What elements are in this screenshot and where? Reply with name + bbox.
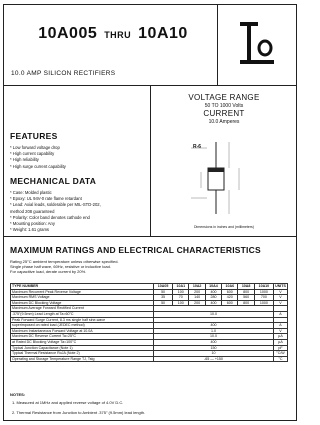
value-cell: 400 [205, 289, 221, 295]
param-cell: superimposed on rated load (JEDEC method) [11, 323, 154, 329]
current-value: 10.0 Amperes [208, 119, 240, 125]
voltage-range-value: 50 TO 1000 Volts [204, 103, 244, 109]
column-header: 10A4 [205, 284, 221, 290]
package-outline-drawing [181, 138, 291, 216]
param-cell: Typical Thermal Resistance RoJA (Note 2) [11, 351, 154, 357]
features-list [10, 145, 66, 170]
note-item: 2. Thermal Resistance from Junction to Ambient .375" (9.5mm) lead length. [12, 410, 146, 415]
column-header: 10A05 [154, 284, 173, 290]
mechanical-item: * Mounting position: Any [10, 221, 55, 227]
value-cell: 1000 [254, 300, 273, 306]
column-header: TYPE NUMBER [11, 284, 154, 290]
rating-note: For capacitive load, derate current by 20%. [10, 269, 87, 274]
rating-note: Single phase half wave, 60Hz, resistive or inductive load. [10, 264, 111, 269]
dimensions-note: Dimensions in inches and (millimeters) [194, 225, 254, 229]
part-from: 10A005 [38, 25, 98, 42]
ratings-table [10, 283, 288, 362]
unit-cell: V [274, 295, 288, 301]
value-cell: 70 [173, 295, 189, 301]
column-header: 10A8 [238, 284, 254, 290]
param-cell: Maximum DC Reverse Current Ta=25°C [11, 334, 154, 340]
column-header: 10A10 [254, 284, 273, 290]
voltage-range-box [150, 86, 297, 236]
unit-cell: V [274, 328, 288, 334]
value-cell: 400 [154, 323, 274, 329]
value-cell: 420 [222, 295, 238, 301]
voltage-range-title: VOLTAGE RANGE [188, 93, 260, 102]
mechanical-heading: MECHANICAL DATA [10, 176, 97, 186]
value-cell: 400 [205, 300, 221, 306]
param-cell: Peak Forward Surge Current, 8.3 ms single half sine-wave [11, 317, 154, 323]
param-cell: Operating and Storage Temperature Range TJ, Tstg [11, 356, 154, 362]
column-header: 10A1 [173, 284, 189, 290]
feature-item: * High reliability [10, 157, 39, 163]
section-divider [3, 236, 297, 237]
value-cell: 50 [154, 300, 173, 306]
package-label: R-6 [193, 144, 202, 150]
unit-cell: µA [274, 339, 288, 345]
rating-note: Rating 25°C ambient temperature unless otherwise specified. [10, 259, 119, 264]
feature-item: * High surge current capability [10, 163, 66, 169]
logo-box [218, 4, 297, 86]
mechanical-item: * Lead: Axial leads, solderable per MIL-STD-202, [10, 202, 101, 208]
unit-cell: pF [274, 345, 288, 351]
features-heading: FEATURES [10, 131, 58, 141]
param-cell: Maximum Average Forward Rectified Current [11, 306, 154, 312]
io-logo [238, 18, 278, 70]
note-item: 1. Measured at 1MHz and applied reverse voltage of 4.0V D.C. [12, 400, 124, 405]
value-cell: 600 [222, 289, 238, 295]
value-cell: 35 [154, 295, 173, 301]
value-cell: 10 [154, 351, 274, 357]
ratings-heading: MAXIMUM RATINGS AND ELECTRICAL CHARACTERISTICS [10, 245, 261, 255]
mechanical-item: * Epoxy: UL 94V-0 rate flame retardant [10, 196, 82, 202]
value-cell: 10.0 [154, 311, 274, 317]
value-cell: 50 [154, 289, 173, 295]
value-cell: -65 — +150 [154, 356, 274, 362]
unit-cell: A [274, 311, 288, 317]
title-box [3, 4, 218, 86]
part-to: 10A10 [138, 25, 188, 42]
unit-cell: °C/W [274, 351, 288, 357]
value-cell: 10.0 [154, 334, 274, 340]
part-title [33, 25, 193, 43]
feature-item: * Low forward voltage drop [10, 145, 60, 150]
subtitle: 10.0 AMP SILICON RECTIFIERS [11, 70, 116, 77]
current-title: CURRENT [203, 109, 245, 118]
column-header: 10A2 [189, 284, 205, 290]
unit-cell: °C [274, 356, 288, 362]
value-cell: 140 [189, 295, 205, 301]
value-cell: 100 [173, 300, 189, 306]
param-cell: Maximum RMS Voltage [11, 295, 154, 301]
thru-word: THRU [104, 30, 132, 40]
param-cell: .375"(9.5mm) Lead Length at Ta=60°C [11, 311, 154, 317]
unit-cell: µA [274, 334, 288, 340]
column-header: 10A6 [222, 284, 238, 290]
mechanical-item: * Case: Molded plastic [10, 190, 52, 195]
param-cell: at Rated DC Blocking Voltage Ta=100°C [11, 339, 154, 345]
mechanical-item: * Weight: 1.61 grams [10, 227, 50, 233]
column-header: UNITS [275, 284, 286, 288]
feature-item: * High current capability [10, 151, 55, 157]
unit-cell: V [274, 300, 288, 306]
param-cell: Maximum DC Blocking Voltage [11, 300, 154, 306]
unit-cell: A [274, 323, 288, 329]
value-cell: 200 [189, 289, 205, 295]
table-row [11, 356, 288, 362]
value-cell: 280 [205, 295, 221, 301]
value-cell: 800 [238, 300, 254, 306]
value-cell: 560 [238, 295, 254, 301]
notes-heading: NOTES: [10, 392, 26, 397]
value-cell: 700 [254, 295, 273, 301]
mechanical-list [10, 190, 101, 233]
mechanical-item: method 208 guaranteed [10, 208, 55, 214]
value-cell: 1000 [254, 289, 273, 295]
param-cell: Maximum Instantaneous Forward Voltage at 10.0A [11, 328, 154, 334]
unit-cell: V [274, 289, 288, 295]
param-cell: Typical Junction Capacitance (Note 1) [11, 345, 154, 351]
value-cell: 200 [189, 300, 205, 306]
value-cell: 400 [154, 339, 274, 345]
param-cell: Maximum Recurrent Peak Reverse Voltage [11, 289, 154, 295]
value-cell: 100 [173, 289, 189, 295]
value-cell: 1.0 [154, 328, 274, 334]
value-cell: 800 [238, 289, 254, 295]
mechanical-item: * Polarity: Color band denotes cathode end [10, 214, 90, 220]
value-cell: 150 [154, 345, 274, 351]
value-cell: 600 [222, 300, 238, 306]
